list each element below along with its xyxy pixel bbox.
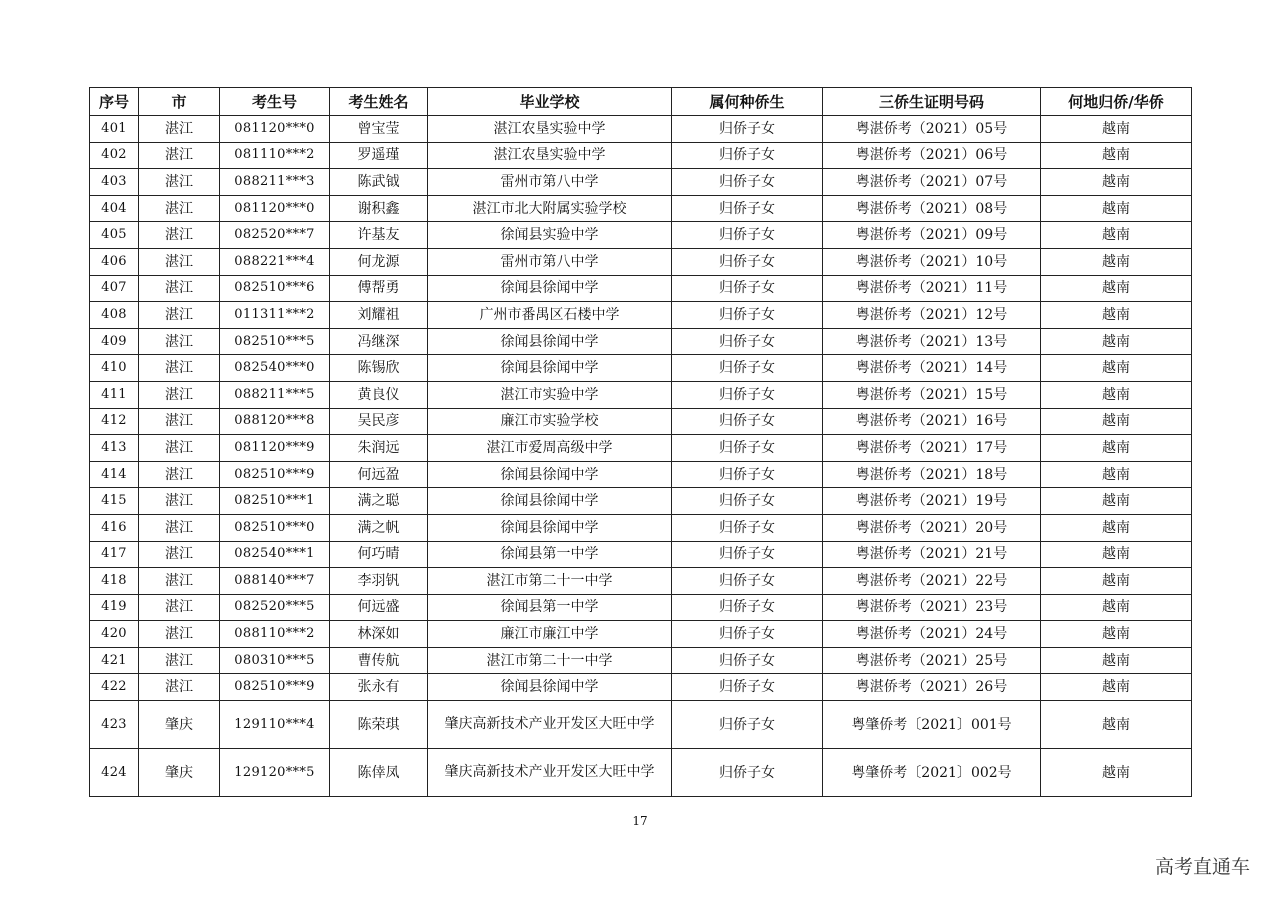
cell-certificate: 粤湛侨考（2021）05号 — [823, 116, 1041, 143]
cell-school: 徐闻县徐闻中学 — [428, 514, 672, 541]
cell-city: 湛江 — [139, 647, 220, 674]
cell-origin: 越南 — [1041, 461, 1192, 488]
table-row — [90, 461, 1192, 488]
cell-certificate: 粤湛侨考（2021）22号 — [823, 568, 1041, 595]
cell-school: 湛江市第二十一中学 — [428, 568, 672, 595]
cell-category: 归侨子女 — [672, 674, 823, 701]
cell-exam-id: 011311***2 — [220, 302, 330, 329]
cell-certificate: 粤湛侨考（2021）21号 — [823, 541, 1041, 568]
cell-origin: 越南 — [1041, 621, 1192, 648]
header-row — [90, 88, 1192, 116]
cell-school: 徐闻县第一中学 — [428, 541, 672, 568]
cell-name: 何远盛 — [330, 594, 428, 621]
cell-city: 湛江 — [139, 275, 220, 302]
cell-school: 徐闻县徐闻中学 — [428, 488, 672, 515]
cell-origin: 越南 — [1041, 302, 1192, 329]
cell-origin: 越南 — [1041, 541, 1192, 568]
cell-exam-id: 082510***5 — [220, 328, 330, 355]
table-row — [90, 302, 1192, 329]
cell-city: 肇庆 — [139, 749, 220, 797]
cell-seq: 409 — [90, 328, 139, 355]
cell-school: 湛江农垦实验中学 — [428, 142, 672, 169]
cell-origin: 越南 — [1041, 328, 1192, 355]
cell-category: 归侨子女 — [672, 355, 823, 382]
cell-certificate: 粤肇侨考〔2021〕001号 — [823, 701, 1041, 749]
cell-category: 归侨子女 — [672, 116, 823, 143]
cell-origin: 越南 — [1041, 222, 1192, 249]
cell-category: 归侨子女 — [672, 488, 823, 515]
cell-seq: 402 — [90, 142, 139, 169]
cell-name: 傅帮勇 — [330, 275, 428, 302]
cell-school: 徐闻县徐闻中学 — [428, 674, 672, 701]
cell-seq: 420 — [90, 621, 139, 648]
cell-seq: 405 — [90, 222, 139, 249]
cell-city: 湛江 — [139, 408, 220, 435]
cell-certificate: 粤湛侨考（2021）11号 — [823, 275, 1041, 302]
cell-exam-id: 082520***7 — [220, 222, 330, 249]
cell-category: 归侨子女 — [672, 461, 823, 488]
cell-name: 黄良仪 — [330, 381, 428, 408]
cell-certificate: 粤湛侨考（2021）23号 — [823, 594, 1041, 621]
cell-origin: 越南 — [1041, 435, 1192, 462]
cell-name: 陈荣琪 — [330, 701, 428, 749]
cell-exam-id: 088110***2 — [220, 621, 330, 648]
cell-seq: 411 — [90, 381, 139, 408]
cell-name: 满之聪 — [330, 488, 428, 515]
cell-name: 张永有 — [330, 674, 428, 701]
cell-certificate: 粤湛侨考（2021）06号 — [823, 142, 1041, 169]
cell-name: 谢积鑫 — [330, 195, 428, 222]
cell-exam-id: 082540***0 — [220, 355, 330, 382]
cell-seq: 415 — [90, 488, 139, 515]
cell-seq: 422 — [90, 674, 139, 701]
cell-category: 归侨子女 — [672, 621, 823, 648]
table-row — [90, 116, 1192, 143]
roster-table — [89, 87, 1192, 797]
table-row — [90, 749, 1192, 797]
table-row — [90, 701, 1192, 749]
cell-seq: 413 — [90, 435, 139, 462]
cell-name: 许基友 — [330, 222, 428, 249]
cell-name: 罗遥瑾 — [330, 142, 428, 169]
table-row — [90, 195, 1192, 222]
cell-origin: 越南 — [1041, 594, 1192, 621]
cell-origin: 越南 — [1041, 195, 1192, 222]
cell-name: 吴民彦 — [330, 408, 428, 435]
cell-certificate: 粤湛侨考（2021）24号 — [823, 621, 1041, 648]
cell-seq: 424 — [90, 749, 139, 797]
cell-category: 归侨子女 — [672, 647, 823, 674]
cell-certificate: 粤湛侨考（2021）07号 — [823, 169, 1041, 196]
cell-city: 湛江 — [139, 142, 220, 169]
cell-category: 归侨子女 — [672, 142, 823, 169]
cell-name: 冯继深 — [330, 328, 428, 355]
table-row — [90, 435, 1192, 462]
cell-origin: 越南 — [1041, 568, 1192, 595]
cell-city: 湛江 — [139, 435, 220, 462]
cell-certificate: 粤湛侨考（2021）18号 — [823, 461, 1041, 488]
cell-school: 徐闻县徐闻中学 — [428, 328, 672, 355]
cell-school: 湛江市第二十一中学 — [428, 647, 672, 674]
cell-exam-id: 082510***1 — [220, 488, 330, 515]
cell-school: 徐闻县徐闻中学 — [428, 355, 672, 382]
cell-seq: 419 — [90, 594, 139, 621]
cell-seq: 417 — [90, 541, 139, 568]
cell-origin: 越南 — [1041, 355, 1192, 382]
cell-certificate: 粤湛侨考（2021）20号 — [823, 514, 1041, 541]
cell-origin: 越南 — [1041, 248, 1192, 275]
cell-name: 陈倖凤 — [330, 749, 428, 797]
header-seq: 序号 — [90, 88, 139, 116]
cell-city: 湛江 — [139, 514, 220, 541]
table-row — [90, 248, 1192, 275]
cell-origin: 越南 — [1041, 169, 1192, 196]
cell-exam-id: 082510***9 — [220, 461, 330, 488]
cell-city: 湛江 — [139, 568, 220, 595]
cell-seq: 407 — [90, 275, 139, 302]
cell-seq: 414 — [90, 461, 139, 488]
cell-school: 徐闻县第一中学 — [428, 594, 672, 621]
cell-seq: 406 — [90, 248, 139, 275]
table-row — [90, 355, 1192, 382]
cell-origin: 越南 — [1041, 674, 1192, 701]
cell-seq: 416 — [90, 514, 139, 541]
cell-exam-id: 082540***1 — [220, 541, 330, 568]
table-row — [90, 328, 1192, 355]
table-row — [90, 647, 1192, 674]
cell-exam-id: 081110***2 — [220, 142, 330, 169]
cell-exam-id: 129120***5 — [220, 749, 330, 797]
cell-city: 湛江 — [139, 169, 220, 196]
cell-category: 归侨子女 — [672, 195, 823, 222]
cell-exam-id: 082520***5 — [220, 594, 330, 621]
cell-city: 湛江 — [139, 195, 220, 222]
cell-school: 湛江农垦实验中学 — [428, 116, 672, 143]
table-row — [90, 514, 1192, 541]
cell-school: 廉江市廉江中学 — [428, 621, 672, 648]
table-row — [90, 169, 1192, 196]
cell-seq: 418 — [90, 568, 139, 595]
cell-category: 归侨子女 — [672, 541, 823, 568]
table-row — [90, 594, 1192, 621]
cell-certificate: 粤湛侨考（2021）08号 — [823, 195, 1041, 222]
table-row — [90, 142, 1192, 169]
cell-seq: 404 — [90, 195, 139, 222]
cell-category: 归侨子女 — [672, 248, 823, 275]
cell-certificate: 粤湛侨考（2021）19号 — [823, 488, 1041, 515]
cell-category: 归侨子女 — [672, 381, 823, 408]
cell-name: 林深如 — [330, 621, 428, 648]
cell-category: 归侨子女 — [672, 222, 823, 249]
cell-exam-id: 088221***4 — [220, 248, 330, 275]
cell-origin: 越南 — [1041, 488, 1192, 515]
cell-name: 满之帆 — [330, 514, 428, 541]
cell-school: 廉江市实验学校 — [428, 408, 672, 435]
cell-origin: 越南 — [1041, 701, 1192, 749]
header-name: 考生姓名 — [330, 88, 428, 116]
cell-category: 归侨子女 — [672, 302, 823, 329]
cell-name: 何远盈 — [330, 461, 428, 488]
cell-category: 归侨子女 — [672, 701, 823, 749]
cell-seq: 403 — [90, 169, 139, 196]
table-row — [90, 222, 1192, 249]
cell-certificate: 粤湛侨考（2021）25号 — [823, 647, 1041, 674]
cell-city: 湛江 — [139, 461, 220, 488]
cell-certificate: 粤湛侨考（2021）26号 — [823, 674, 1041, 701]
cell-category: 归侨子女 — [672, 328, 823, 355]
cell-seq: 423 — [90, 701, 139, 749]
table-row — [90, 621, 1192, 648]
cell-category: 归侨子女 — [672, 169, 823, 196]
cell-category: 归侨子女 — [672, 514, 823, 541]
cell-category: 归侨子女 — [672, 594, 823, 621]
cell-exam-id: 080310***5 — [220, 647, 330, 674]
cell-certificate: 粤湛侨考（2021）12号 — [823, 302, 1041, 329]
cell-city: 湛江 — [139, 302, 220, 329]
table-row — [90, 488, 1192, 515]
cell-exam-id: 088140***7 — [220, 568, 330, 595]
cell-city: 湛江 — [139, 328, 220, 355]
cell-category: 归侨子女 — [672, 408, 823, 435]
cell-city: 湛江 — [139, 674, 220, 701]
cell-origin: 越南 — [1041, 116, 1192, 143]
cell-school: 湛江市实验中学 — [428, 381, 672, 408]
page-number: 17 — [632, 814, 648, 828]
cell-exam-id: 081120***9 — [220, 435, 330, 462]
cell-school: 广州市番禺区石楼中学 — [428, 302, 672, 329]
cell-category: 归侨子女 — [672, 568, 823, 595]
header-category: 属何种侨生 — [672, 88, 823, 116]
table-row — [90, 568, 1192, 595]
cell-seq: 410 — [90, 355, 139, 382]
cell-exam-id: 082510***0 — [220, 514, 330, 541]
table-row — [90, 275, 1192, 302]
cell-seq: 408 — [90, 302, 139, 329]
cell-exam-id: 081120***0 — [220, 116, 330, 143]
cell-certificate: 粤湛侨考（2021）10号 — [823, 248, 1041, 275]
cell-origin: 越南 — [1041, 142, 1192, 169]
header-exam-id: 考生号 — [220, 88, 330, 116]
cell-origin: 越南 — [1041, 647, 1192, 674]
header-certificate: 三侨生证明号码 — [823, 88, 1041, 116]
cell-school: 湛江市爱周高级中学 — [428, 435, 672, 462]
cell-school: 雷州市第八中学 — [428, 248, 672, 275]
cell-school: 肇庆高新技术产业开发区大旺中学 — [428, 749, 672, 797]
cell-city: 湛江 — [139, 488, 220, 515]
cell-name: 陈武钺 — [330, 169, 428, 196]
cell-origin: 越南 — [1041, 514, 1192, 541]
cell-origin: 越南 — [1041, 408, 1192, 435]
cell-exam-id: 088211***3 — [220, 169, 330, 196]
cell-name: 朱润远 — [330, 435, 428, 462]
cell-exam-id: 129110***4 — [220, 701, 330, 749]
cell-name: 李羽钒 — [330, 568, 428, 595]
cell-city: 湛江 — [139, 541, 220, 568]
cell-exam-id: 081120***0 — [220, 195, 330, 222]
cell-certificate: 粤湛侨考（2021）16号 — [823, 408, 1041, 435]
cell-name: 陈锡欣 — [330, 355, 428, 382]
cell-seq: 412 — [90, 408, 139, 435]
header-school: 毕业学校 — [428, 88, 672, 116]
cell-school: 徐闻县实验中学 — [428, 222, 672, 249]
cell-origin: 越南 — [1041, 381, 1192, 408]
cell-seq: 401 — [90, 116, 139, 143]
cell-exam-id: 088211***5 — [220, 381, 330, 408]
table-row — [90, 674, 1192, 701]
cell-seq: 421 — [90, 647, 139, 674]
cell-name: 曹传航 — [330, 647, 428, 674]
cell-origin: 越南 — [1041, 275, 1192, 302]
cell-certificate: 粤湛侨考（2021）17号 — [823, 435, 1041, 462]
cell-exam-id: 082510***6 — [220, 275, 330, 302]
cell-certificate: 粤湛侨考（2021）13号 — [823, 328, 1041, 355]
table-header — [90, 88, 1192, 116]
cell-certificate: 粤湛侨考（2021）09号 — [823, 222, 1041, 249]
cell-city: 湛江 — [139, 621, 220, 648]
cell-city: 湛江 — [139, 355, 220, 382]
cell-school: 徐闻县徐闻中学 — [428, 461, 672, 488]
table-body — [90, 116, 1192, 797]
cell-category: 归侨子女 — [672, 275, 823, 302]
cell-category: 归侨子女 — [672, 749, 823, 797]
table-row — [90, 541, 1192, 568]
header-origin: 何地归侨/华侨 — [1041, 88, 1192, 116]
cell-certificate: 粤湛侨考（2021）14号 — [823, 355, 1041, 382]
cell-name: 何龙源 — [330, 248, 428, 275]
header-city: 市 — [139, 88, 220, 116]
cell-name: 曾宝莹 — [330, 116, 428, 143]
cell-city: 湛江 — [139, 116, 220, 143]
table-row — [90, 408, 1192, 435]
cell-school: 雷州市第八中学 — [428, 169, 672, 196]
cell-origin: 越南 — [1041, 749, 1192, 797]
cell-exam-id: 082510***9 — [220, 674, 330, 701]
table-row — [90, 381, 1192, 408]
cell-school: 肇庆高新技术产业开发区大旺中学 — [428, 701, 672, 749]
cell-exam-id: 088120***8 — [220, 408, 330, 435]
watermark-text: 高考直通车 — [1154, 856, 1250, 878]
cell-certificate: 粤湛侨考（2021）15号 — [823, 381, 1041, 408]
cell-city: 湛江 — [139, 248, 220, 275]
cell-school: 湛江市北大附属实验学校 — [428, 195, 672, 222]
cell-city: 肇庆 — [139, 701, 220, 749]
cell-city: 湛江 — [139, 222, 220, 249]
cell-city: 湛江 — [139, 381, 220, 408]
cell-name: 刘耀祖 — [330, 302, 428, 329]
cell-city: 湛江 — [139, 594, 220, 621]
cell-category: 归侨子女 — [672, 435, 823, 462]
cell-name: 何巧晴 — [330, 541, 428, 568]
cell-certificate: 粤肇侨考〔2021〕002号 — [823, 749, 1041, 797]
cell-school: 徐闻县徐闻中学 — [428, 275, 672, 302]
